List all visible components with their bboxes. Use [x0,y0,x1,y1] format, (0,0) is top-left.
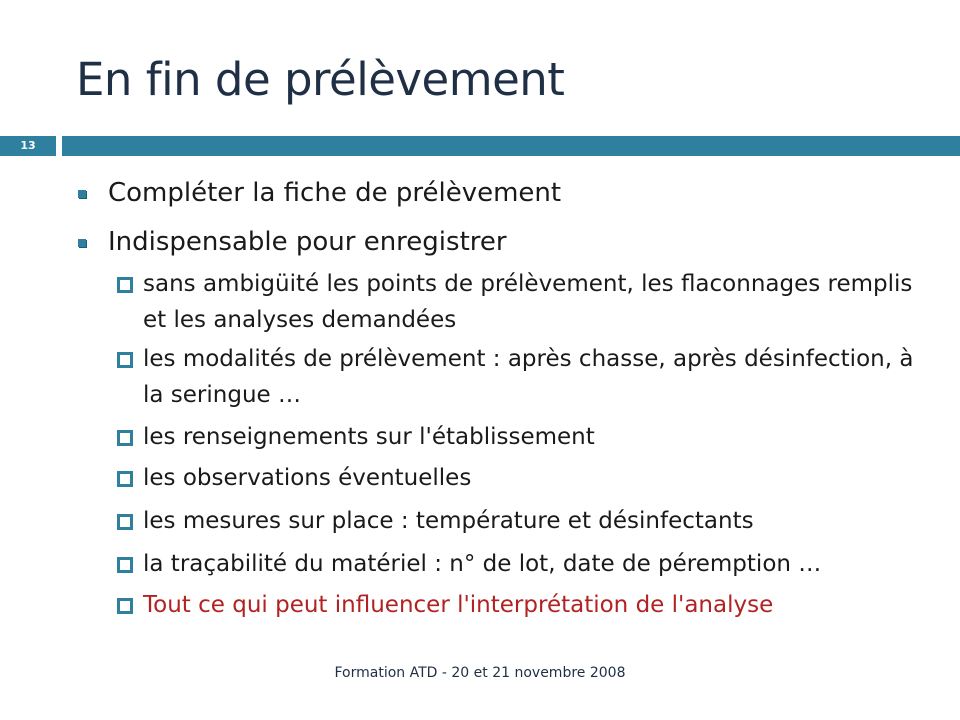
sub-bullet-item: les mesures sur place : température et désinfectants [143,508,754,534]
square-bullet-icon [78,239,86,247]
sub-bullet-item: la traçabilité du matériel : n° de lot, date de péremption … [143,551,822,577]
square-outline-bullet-icon [117,557,133,573]
square-outline-bullet-icon [117,277,133,293]
sub-bullet-item: les renseignements sur l'établissement [143,424,595,450]
slide-number: 13 [0,136,56,156]
square-outline-bullet-icon [117,514,133,530]
square-outline-bullet-icon [117,471,133,487]
sub-bullet-item: les observations éventuelles [143,465,472,491]
bullet-item: Indispensable pour enregistrer [108,227,507,257]
square-outline-bullet-icon [117,598,133,614]
slide-footer: Formation ATD - 20 et 21 novembre 2008 [334,665,626,681]
sub-bullet-item: sans ambigüité les points de prélèvement, les flaconnages remplis et les analyses demandées [143,271,913,333]
square-outline-bullet-icon [117,430,133,446]
square-bullet-icon [78,190,86,198]
sub-bullet-item: les modalités de prélèvement : après chasse, après désinfection, à la seringue … [143,346,914,408]
slide-title: En fin de prélèvement [76,53,565,106]
bullet-item: Compléter la fiche de prélèvement [108,178,562,208]
sub-bullet-item-highlighted: Tout ce qui peut influencer l'interprétation de l'analyse [143,592,774,618]
square-outline-bullet-icon [117,352,133,368]
